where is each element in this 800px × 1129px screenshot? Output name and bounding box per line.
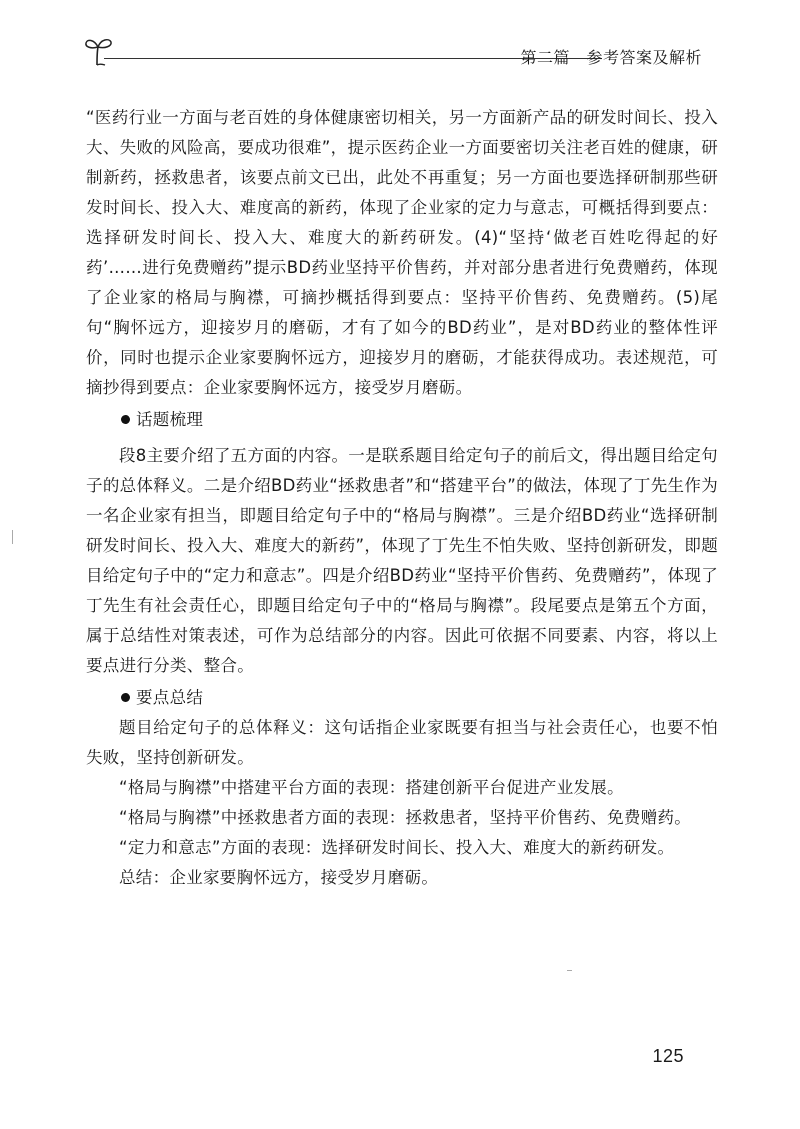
summary-item: “格局与胸襟”中搭建平台方面的表现：搭建创新平台促进产业发展。 xyxy=(119,778,624,797)
page-header xyxy=(84,34,724,78)
sprout-icon xyxy=(84,34,114,68)
header-title: 第二篇 参考答案及解析 xyxy=(520,48,702,67)
page-content xyxy=(86,103,718,893)
summary-item: “格局与胸襟”中拯救患者方面的表现：拯救患者，坚持平价售药、免费赠药。 xyxy=(119,808,692,827)
summary-item: 题目给定句子的总体释义：这句话指企业家既要有担当与社会责任心，也要不怕失败，坚持创新研发。 xyxy=(86,718,718,767)
summary-item: “定力和意志”方面的表现：选择研发时间长、投入大、难度大的新药研发。 xyxy=(119,838,675,857)
topic-paragraph: 段8主要介绍了五方面的内容。一是联系题目给定句子的前后文，得出题目给定句子的总体释义。二是介绍BD药业“拯救患者”和“搭建平台”的做法，体现了丁先生作为一名企业家有担当，即题目给定句子中的“格局与胸襟”。三是介绍BD药业“选择研制研发时间长、投入大、难度大的新药”，体现了丁先生不怕失败、坚持创新研发，即题目给定句子中的“定力和意志”。四是介绍BD药业“坚持平价售药、免费赠药”，体现了丁先生有社会责任心，即题目给定句子中的“格局与胸襟”。段尾要点是第五个方面，属于总结性对策表述，可作为总结部分的内容。因此可依据不同要素、内容，将以上要点进行分类、整合。 xyxy=(86,446,718,675)
scan-edge-mark xyxy=(12,530,13,544)
bullet-dot-icon xyxy=(121,693,130,702)
summary-item: 总结：企业家要胸怀远方，接受岁月磨砺。 xyxy=(119,868,439,887)
page-number: 125 xyxy=(652,1046,684,1066)
bullet-dot-icon xyxy=(121,415,130,424)
topic-heading-label: 话题梳理 xyxy=(136,410,204,429)
summary-heading-label: 要点总结 xyxy=(136,688,204,707)
topic-heading xyxy=(86,405,718,435)
intro-paragraph: “医药行业一方面与老百姓的身体健康密切相关，另一方面新产品的研发时间长、投入大、失败的风险高，要成功很难”，提示医药企业一方面要密切关注老百姓的健康，研制新药，拯救患者，该要点前文已出，此处不再重复；另一方面也要选择研制那些研发时间长、投入大、难度高的新药，体现了企业家的定力与意志，可概括得到要点：选择研发时间长、投入大、难度大的新药研发。(4)“坚持‘做老百姓吃得起的好药’……进行免费赠药”提示BD药业坚持平价售药，并对部分患者进行免费赠药，体现了企业家的格局与胸襟，可摘抄概括得到要点：坚持平价售药、免费赠药。(5)尾句“胸怀远方，迎接岁月的磨砺，才有了如今的BD药业”，是对BD药业的整体性评价，同时也提示企业家要胸怀远方，迎接岁月的磨砺，才能获得成功。表述规范，可摘抄得到要点：企业家要胸怀远方，接受岁月磨砺。 xyxy=(86,108,718,397)
scan-stray-tick xyxy=(567,970,572,971)
summary-heading xyxy=(86,683,718,713)
